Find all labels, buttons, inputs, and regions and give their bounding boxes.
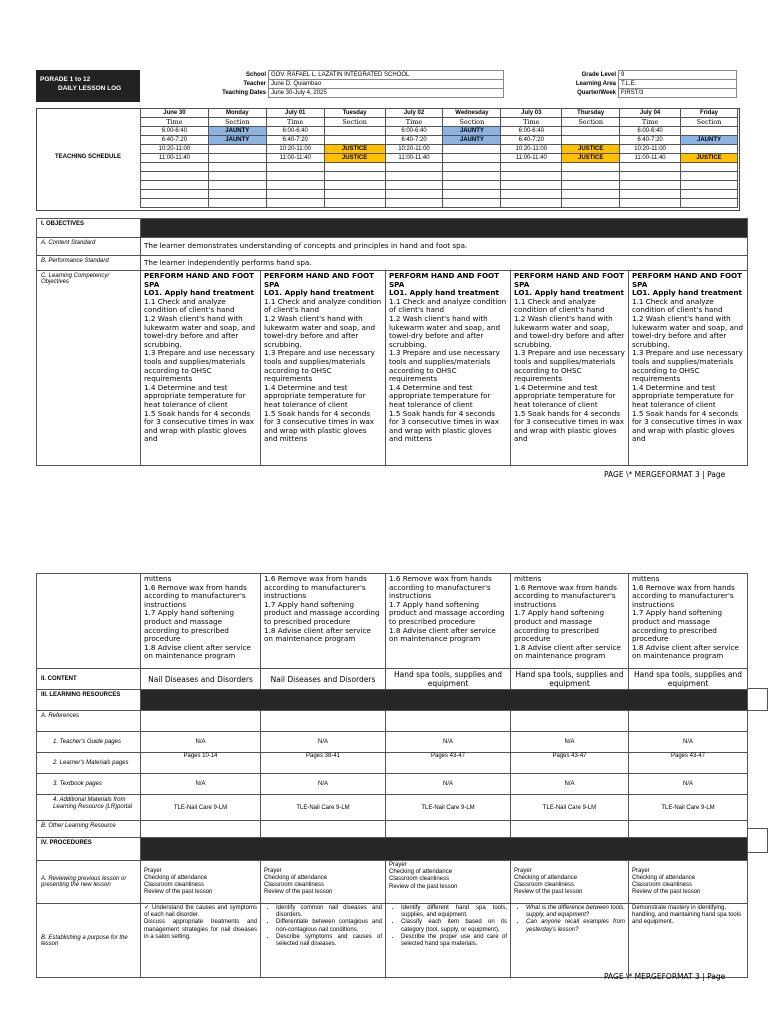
quarter-label: Quarter/Week: [577, 90, 616, 96]
section-slot: [208, 145, 266, 154]
empty-slot: [443, 181, 501, 190]
table-edge-cell: [747, 688, 768, 711]
text-line: 1.1 Check and analyze condition of client's hand: [144, 296, 235, 315]
empty-slot: [266, 172, 324, 181]
lm-pages-cell: Pages 43-47: [386, 753, 511, 774]
section-slot: [681, 127, 738, 136]
day-name: Tuesday: [324, 109, 385, 118]
competency-continued-cell: [511, 574, 629, 669]
text-line: LO1. Apply hand treatment: [264, 288, 374, 298]
content-standard-label: A. Content Standard: [37, 238, 141, 256]
day-date: July 02: [385, 109, 443, 118]
review-lesson-cell: [386, 861, 511, 904]
competency-continued-cell: [386, 574, 511, 669]
resources-heading-bar: [141, 690, 748, 711]
empty-slot: [385, 172, 443, 181]
content-cell: Nail Diseases and Disorders: [141, 669, 261, 690]
section-header: Section: [443, 118, 501, 127]
time-slot: 6:40-7:20: [385, 136, 443, 145]
empty-slot: [562, 199, 620, 208]
section-slot: JAUNTY: [443, 127, 501, 136]
time-slot: 10:20-11:00: [141, 145, 209, 154]
review-lesson-cell: [141, 861, 261, 904]
textbook-pages-cell: N/A: [511, 774, 629, 795]
performance-standard-text: The learner independently performs hand spa.: [141, 256, 748, 271]
section-slot: JUSTICE: [324, 145, 385, 154]
empty-slot: [562, 163, 620, 172]
text-line: 1.5 Soak hands for 4 seconds for 3 consecutive times in wax and wrap with plastic gloves and mittens: [389, 408, 500, 444]
text-line: PERFORM HAND AND FOOT SPA: [389, 272, 500, 289]
empty-slot: [443, 190, 501, 199]
purpose-item: • Describe the proper use and care of selected hand spa materials.: [401, 934, 507, 948]
empty-slot: [208, 199, 266, 208]
text-line: 1.5 Soak hands for 4 seconds for 3 consecutive times in wax and wrap with plastic gloves and mittens: [264, 408, 375, 444]
section-slot: JUSTICE: [681, 154, 738, 163]
empty-slot: [266, 199, 324, 208]
text-line: LO1. Apply hand treatment: [144, 288, 254, 298]
text-line: 1.3 Prepare and use necessary tools and supplies/materials according to OHSC requirements: [144, 348, 255, 384]
empty-slot: [501, 190, 562, 199]
lesson-table: [36, 573, 748, 978]
section-header: Section: [324, 118, 385, 127]
references-label: A. References: [37, 711, 141, 732]
lm-pages-label: 2. Learner's Materials pages: [37, 753, 141, 774]
day-name: Friday: [681, 109, 738, 118]
empty-slot: [443, 199, 501, 208]
purpose-cell: [141, 904, 261, 978]
section-slot: JAUNTY: [208, 136, 266, 145]
section-slot: JAUNTY: [681, 136, 738, 145]
empty-slot: [501, 172, 562, 181]
section-slot: JUSTICE: [562, 154, 620, 163]
purpose-item: • Differentiate between contagious and non-contagious nail conditions.: [276, 919, 382, 933]
text-line: 1.7 Apply hand softening product and massage according to prescribed procedure: [514, 608, 605, 644]
time-header: Time: [501, 118, 562, 127]
check-icon: ✓: [144, 905, 150, 911]
header-info-table: [140, 70, 737, 98]
text-line: Checking of attendance: [389, 869, 453, 876]
textbook-pages-cell: N/A: [386, 774, 511, 795]
purpose-item: • Classify each item based on its category (tool, supply, or equipment).: [401, 919, 507, 933]
time-slot: 6:40-7:20: [266, 136, 324, 145]
empty-slot: [443, 172, 501, 181]
empty-slot: [681, 190, 738, 199]
purpose-item: • What is the difference between tools, supply, and equipment?: [526, 905, 625, 919]
text-line: Review of the past lesson: [632, 889, 701, 896]
purpose-item: • Can anyone recall examples from yesterday's lesson?: [526, 919, 625, 933]
review-lesson-cell: [511, 861, 629, 904]
competency-cell: [386, 271, 511, 466]
empty-slot: [208, 163, 266, 172]
section-slot: JUSTICE: [562, 145, 620, 154]
text-line: Classroom cleanliness: [632, 882, 693, 888]
additional-materials-cell: TLE-Nail Care 9-LM: [629, 795, 748, 821]
text-line: Classroom cleanliness: [264, 882, 325, 888]
grade-label: Grade Level: [581, 72, 616, 78]
log-title-grade: PGRADE 1 to 12: [40, 76, 91, 83]
text-line: 1.4 Determine and test appropriate temperature for heat tolerance of client: [389, 382, 491, 409]
text-line: 1.1 Check and analyze condition of client's hand: [514, 296, 605, 315]
text-line: 1.6 Remove wax from hands according to manufacturer's instructions: [144, 582, 247, 609]
competency-cell: [261, 271, 386, 466]
text-line: 1.2 Wash client's hand with lukewarm water and soap, and towel-dry before and after scrubbing.: [514, 313, 625, 349]
procedures-heading: IV. PROCEDURES: [37, 838, 141, 861]
time-slot: 6:40-7:20: [141, 136, 209, 145]
content-heading: II. CONTENT: [37, 669, 141, 690]
text-line: Prayer: [144, 867, 162, 874]
empty-slot: [266, 163, 324, 172]
time-slot: 10:20-11:00: [501, 145, 562, 154]
text-line: Checking of attendance: [632, 874, 696, 881]
empty-slot: [620, 163, 681, 172]
text-line: 1.5 Soak hands for 4 seconds for 3 consecutive times in wax and wrap with plastic gloves and: [514, 408, 625, 444]
additional-materials-label: 4. Additional Materials from Learning Resource (LR)portal: [37, 795, 141, 821]
empty-slot: [501, 181, 562, 190]
section-slot: [324, 136, 385, 145]
objectives-heading: I. OBJECTIVES: [37, 219, 141, 238]
text-line: Review of the past lesson: [264, 889, 333, 896]
page-footer: PAGE \* MERGEFORMAT 3 | Page: [604, 972, 726, 981]
textbook-pages-label: 3. Textbook pages: [37, 774, 141, 795]
empty-slot: [681, 172, 738, 181]
purpose-cell: Demonstrate mastery in identifying, handling, and maintaining hand spa tools and equipment.: [629, 904, 748, 978]
school-label: School: [245, 72, 266, 78]
other-resource-label: B. Other Learning Resource: [37, 821, 141, 838]
empty-slot: [501, 199, 562, 208]
procedures-heading-bar: [141, 838, 748, 861]
text-line: PERFORM HAND AND FOOT SPA: [264, 272, 375, 289]
text-line: Checking of attendance: [514, 874, 578, 881]
text-line: 1.6 Remove wax from hands according to manufacturer's instructions: [264, 575, 367, 601]
text-line: 1.1 Check and analyze condition of client's hand: [389, 296, 507, 315]
content-cell: Hand spa tools, supplies and equipment: [386, 669, 511, 690]
text-line: Prayer: [514, 867, 532, 874]
review-lesson-label: A. Reviewing previous lesson or presenting the new lesson: [37, 861, 141, 904]
lm-pages-cell: Pages 38-41: [261, 753, 386, 774]
schedule-label: TEACHING SCHEDULE: [54, 154, 121, 160]
text-line: 1.5 Soak hands for 4 seconds for 3 consecutive times in wax and wrap with plastic gloves and: [144, 408, 255, 444]
text-line: mittens: [632, 575, 660, 583]
empty-slot: [681, 163, 738, 172]
competency-continued-cell: [629, 574, 748, 669]
review-lesson-cell: [629, 861, 748, 904]
text-line: 1.7 Apply hand softening product and massage according to prescribed procedure: [632, 608, 723, 644]
text-line: 1.8 Advise client after service on maintenance program: [389, 625, 496, 644]
text-line: 1.3 Prepare and use necessary tools and supplies/materials according to OHSC requirements: [264, 348, 375, 384]
text-line: 1.4 Determine and test appropriate temperature for heat tolerance of client: [514, 382, 616, 409]
empty-slot: [141, 199, 209, 208]
empty-slot: [324, 172, 385, 181]
empty-slot: [208, 172, 266, 181]
day-date: July 01: [266, 109, 324, 118]
text-line: 1.2 Wash client's hand with lukewarm water and soap, and towel-dry before and after scrubbing.: [264, 313, 376, 349]
text-line: 1.3 Prepare and use necessary tools and supplies/materials according to OHSC requirements: [514, 348, 625, 384]
section-slot: [562, 136, 620, 145]
text-line: 1.6 Remove wax from hands according to manufacturer's instructions: [389, 575, 492, 601]
text-line: Review of the past lesson: [389, 883, 458, 890]
text-line: 1.1 Check and analyze condition of client's hand: [632, 296, 723, 315]
text-line: 1.8 Advise client after service on maintenance program: [632, 642, 739, 661]
empty-slot: [385, 163, 443, 172]
time-header: Time: [266, 118, 324, 127]
section-slot: JUSTICE: [324, 154, 385, 163]
textbook-pages-cell: N/A: [141, 774, 261, 795]
log-title-name: DAILY LESSON LOG: [58, 85, 122, 92]
content-cell: Hand spa tools, supplies and equipment: [629, 669, 748, 690]
empty-slot: [562, 190, 620, 199]
tg-pages-cell: N/A: [141, 732, 261, 753]
section-slot: [208, 154, 266, 163]
purpose-item: • Describe symptoms and causes of selected nail diseases.: [276, 934, 382, 948]
text-line: 1.2 Wash client's hand with lukewarm water and soap, and towel-dry before and after scrubbing.: [389, 313, 501, 349]
text-line: LO1. Apply hand treatment: [389, 288, 499, 298]
content-cell: Hand spa tools, supplies and equipment: [511, 669, 629, 690]
empty-slot: [324, 199, 385, 208]
text-line: 1.2 Wash client's hand with lukewarm water and soap, and towel-dry before and after scrubbing.: [144, 313, 256, 349]
performance-standard-label: B. Performance Standard: [37, 256, 141, 271]
time-slot: 11:00-11:40: [141, 154, 209, 163]
review-lesson-cell: [261, 861, 386, 904]
empty-slot: [208, 190, 266, 199]
content-standard-text: The learner demonstrates understanding of concepts and principles in hand and foot spa.: [141, 238, 748, 256]
tg-pages-cell: N/A: [386, 732, 511, 753]
empty-slot: [141, 163, 209, 172]
purpose-item: Understand the causes and symptoms of each nail disorder.: [144, 905, 258, 919]
time-slot: 10:20-11:00: [620, 145, 681, 154]
text-line: 1.6 Remove wax from hands according to manufacturer's instructions: [514, 582, 617, 609]
day-date: June 30: [141, 109, 209, 118]
lm-pages-cell: Pages 43-47: [511, 753, 629, 774]
text-line: Checking of attendance: [264, 874, 328, 881]
dates-value: June 30-July 4, 2025: [269, 89, 504, 98]
page-footer: PAGE \* MERGEFORMAT 3 | Page: [604, 470, 726, 479]
time-slot: 6:00-6:40: [620, 127, 681, 136]
purpose-cell: [386, 904, 511, 978]
time-slot: 6:00-6:40: [501, 127, 562, 136]
time-slot: 6:00-6:40: [385, 127, 443, 136]
text-line: 1.4 Determine and test appropriate temperature for heat tolerance of client: [144, 382, 246, 409]
text-line: 1.8 Advise client after service on maintenance program: [144, 642, 251, 661]
time-header: Time: [141, 118, 209, 127]
text-line: 1.7 Apply hand softening product and massage according to prescribed procedure: [389, 599, 505, 626]
purpose-cell: [261, 904, 386, 978]
objectives-heading-bar: [141, 219, 748, 238]
empty-slot: [141, 190, 209, 199]
purpose-item: Discuss appropriate treatments and management strategies for nail diseases in a salon setting.: [144, 919, 257, 940]
additional-materials-cell: TLE-Nail Care 9-LM: [261, 795, 386, 821]
text-line: LO1. Apply hand treatment: [632, 288, 742, 298]
empty-slot: [324, 190, 385, 199]
text-line: 1.4 Determine and test appropriate temperature for heat tolerance of client: [632, 382, 734, 409]
day-date: July 04: [620, 109, 681, 118]
section-slot: JAUNTY: [208, 127, 266, 136]
grade-value: 9: [619, 71, 737, 80]
text-line: Prayer: [389, 862, 407, 868]
text-line: 1.4 Determine and test appropriate temperature for heat tolerance of client: [264, 382, 366, 409]
day-name: Wednesday: [443, 109, 501, 118]
teacher-value: June D. Quiambao: [269, 80, 504, 89]
textbook-pages-cell: N/A: [261, 774, 386, 795]
competency-continued-cell: [261, 574, 386, 669]
section-slot: [324, 127, 385, 136]
area-label: Learning Area: [575, 81, 616, 87]
time-slot: 11:00-11:40: [620, 154, 681, 163]
competency-continued-cell: [141, 574, 261, 669]
textbook-pages-cell: N/A: [629, 774, 748, 795]
empty-slot: [681, 181, 738, 190]
text-line: 1.3 Prepare and use necessary tools and supplies/materials according to OHSC requirements: [632, 348, 743, 384]
teacher-label: Teacher: [243, 81, 266, 87]
text-line: mittens: [514, 575, 542, 583]
text-line: Prayer: [264, 867, 282, 874]
text-line: Review of the past lesson: [514, 889, 583, 896]
text-line: 1.7 Apply hand softening product and massage according to prescribed procedure: [264, 599, 380, 626]
area-value: T.L.E.: [619, 80, 737, 89]
tg-pages-cell: N/A: [261, 732, 386, 753]
purpose-item: • Identify different hand spa tools, supplies, and equipment.: [401, 905, 507, 919]
time-slot: 11:00-11:40: [385, 154, 443, 163]
time-slot: 6:40-7:20: [620, 136, 681, 145]
empty-slot: [501, 163, 562, 172]
time-slot: 11:00-11:40: [501, 154, 562, 163]
additional-materials-cell: TLE-Nail Care 9-LM: [511, 795, 629, 821]
time-slot: 6:40-7:20: [501, 136, 562, 145]
text-line: Classroom cleanliness: [144, 882, 205, 888]
text-line: 1.8 Advise client after service on maintenance program: [264, 625, 371, 644]
lm-pages-cell: Pages 10-14: [141, 753, 261, 774]
tg-pages-cell: N/A: [511, 732, 629, 753]
text-line: 1.8 Advise client after service on maintenance program: [514, 642, 621, 661]
empty-slot: [385, 181, 443, 190]
time-slot: 6:00-6:40: [266, 127, 324, 136]
text-line: 1.3 Prepare and use necessary tools and supplies/materials according to OHSC requirements: [389, 348, 500, 384]
competency-cell: [629, 271, 748, 466]
competency-cell: [511, 271, 629, 466]
empty-slot: [266, 190, 324, 199]
empty-slot: [385, 199, 443, 208]
section-slot: [562, 127, 620, 136]
dates-label: Teaching Dates: [222, 90, 266, 96]
log-title-block: [36, 70, 140, 102]
text-line: 1.5 Soak hands for 4 seconds for 3 consecutive times in wax and wrap with plastic gloves and: [632, 408, 743, 444]
additional-materials-cell: TLE-Nail Care 9-LM: [386, 795, 511, 821]
empty-slot: [385, 190, 443, 199]
time-header: Time: [385, 118, 443, 127]
competency-cell: [141, 271, 261, 466]
quarter-value: FIRST/3: [619, 89, 737, 98]
purpose-cell: [511, 904, 629, 978]
competency-continued-spacer: [37, 574, 141, 669]
text-line: Classroom cleanliness: [389, 876, 450, 883]
purpose-item: • Identify common nail diseases and disorders.: [276, 905, 382, 919]
schedule-table: [140, 108, 738, 208]
text-line: Checking of attendance: [144, 874, 208, 881]
tg-pages-label: 1. Teacher's Guide pages: [37, 732, 141, 753]
section-header: Section: [562, 118, 620, 127]
time-slot: 11:00-11:40: [266, 154, 324, 163]
school-value: GOV. RAFAEL L. LAZATIN INTEGRATED SCHOOL: [269, 71, 504, 80]
empty-slot: [620, 190, 681, 199]
content-cell: Nail Diseases and Disorders: [261, 669, 386, 690]
text-line: LO1. Apply hand treatment: [514, 288, 624, 298]
empty-slot: [620, 181, 681, 190]
time-slot: 10:20-11:00: [385, 145, 443, 154]
day-name: Monday: [208, 109, 266, 118]
day-date: July 03: [501, 109, 562, 118]
section-header: Section: [208, 118, 266, 127]
text-line: mittens: [144, 575, 172, 583]
empty-slot: [141, 172, 209, 181]
empty-slot: [141, 181, 209, 190]
empty-slot: [324, 181, 385, 190]
tg-pages-cell: N/A: [629, 732, 748, 753]
text-line: 1.1 Check and analyze condition of client's hand: [264, 296, 382, 315]
empty-slot: [208, 181, 266, 190]
text-line: Prayer: [632, 867, 650, 874]
text-line: 1.6 Remove wax from hands according to manufacturer's instructions: [632, 582, 735, 609]
text-line: 1.7 Apply hand softening product and massage according to prescribed procedure: [144, 608, 235, 644]
text-line: PERFORM HAND AND FOOT SPA: [632, 272, 743, 289]
section-header: Section: [681, 118, 738, 127]
objectives-table: [36, 218, 748, 466]
competency-label: C. Learning Competency/ Objectives: [37, 271, 141, 466]
table-edge-cell: [747, 828, 768, 853]
purpose-label: B. Establishing a purpose for the lesson: [37, 904, 141, 978]
time-slot: 10:20-11:00: [266, 145, 324, 154]
empty-slot: [620, 172, 681, 181]
empty-slot: [562, 172, 620, 181]
section-slot: [443, 145, 501, 154]
text-line: Review of the past lesson: [144, 889, 213, 896]
section-slot: [681, 145, 738, 154]
section-slot: [443, 154, 501, 163]
lm-pages-cell: Pages 43-47: [629, 753, 748, 774]
time-slot: 6:00-6:40: [141, 127, 209, 136]
empty-slot: [324, 163, 385, 172]
empty-slot: [681, 199, 738, 208]
empty-slot: [562, 181, 620, 190]
text-line: PERFORM HAND AND FOOT SPA: [144, 272, 255, 289]
resources-heading: III. LEARNING RESOURCES: [37, 690, 141, 711]
additional-materials-cell: TLE-Nail Care 9-LM: [141, 795, 261, 821]
empty-slot: [266, 181, 324, 190]
time-header: Time: [620, 118, 681, 127]
text-line: Classroom cleanliness: [514, 882, 575, 888]
text-line: 1.2 Wash client's hand with lukewarm water and soap, and towel-dry before and after scrubbing.: [632, 313, 744, 349]
section-slot: JAUNTY: [443, 136, 501, 145]
empty-slot: [620, 199, 681, 208]
text-line: PERFORM HAND AND FOOT SPA: [514, 272, 625, 289]
empty-slot: [443, 163, 501, 172]
day-name: Thursday: [562, 109, 620, 118]
